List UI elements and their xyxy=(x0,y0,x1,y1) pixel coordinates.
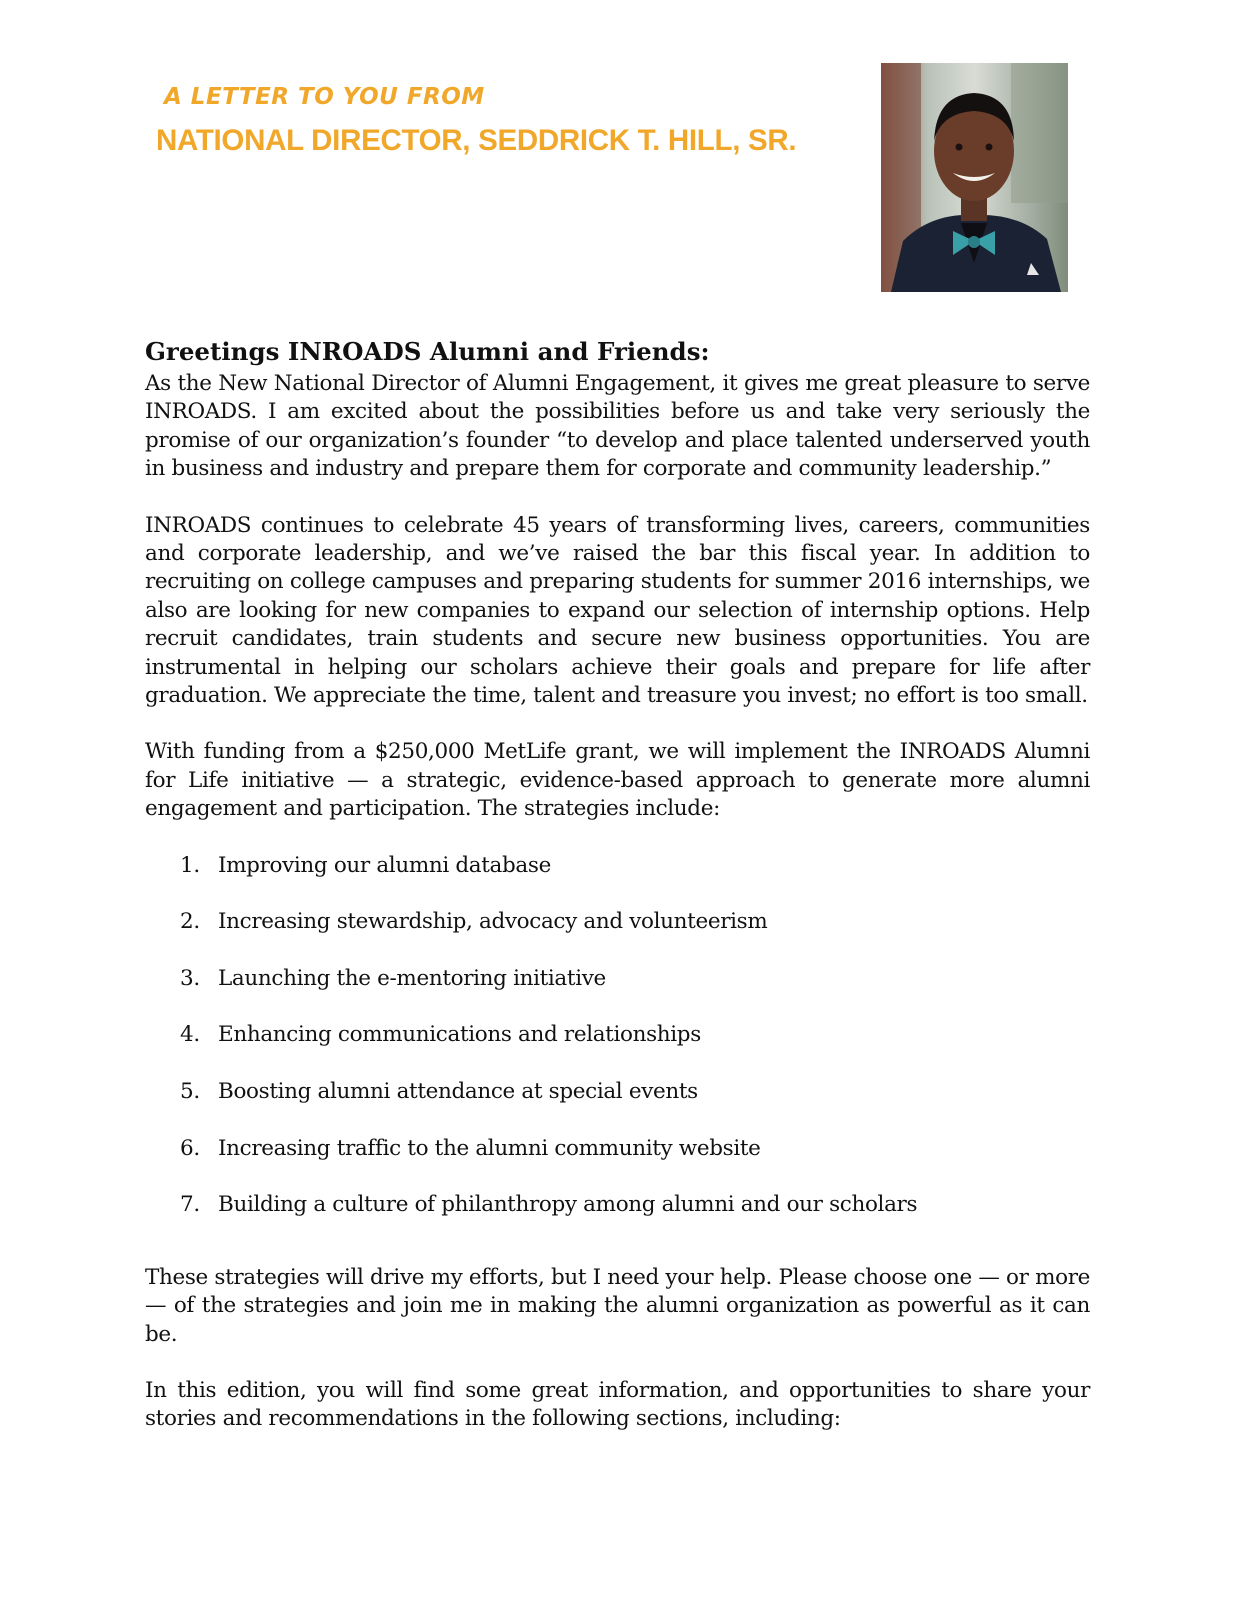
list-item-number: 5. xyxy=(180,1079,200,1105)
director-portrait xyxy=(881,63,1068,292)
list-item xyxy=(145,1078,1090,1135)
list-item-number: 6. xyxy=(180,1135,200,1161)
list-item xyxy=(145,1021,1090,1078)
paragraph-edition-intro: In this edition, you will find some great information, and opportunities to share your stories and recommendations in the following sections, including: xyxy=(145,1378,1090,1432)
list-item xyxy=(145,852,1090,909)
list-item-text: Improving our alumni database xyxy=(218,852,551,878)
list-item xyxy=(145,1191,1090,1248)
list-item-number: 4. xyxy=(180,1022,200,1048)
list-item xyxy=(145,908,1090,965)
paragraph-grant: With funding from a $250,000 MetLife grant, we will implement the INROADS Alumni for Life initiative — a strategic, evidence-based approach to generate more alumni engagement and participation. The strategies include: xyxy=(145,739,1090,822)
letter-greeting: Greetings INROADS Alumni and Friends: xyxy=(145,337,710,366)
list-item-text: Boosting alumni attendance at special events xyxy=(218,1079,698,1105)
paragraph-call-to-action: These strategies will drive my efforts, but I need your help. Please choose one — or more — of the strategies and join me in making the alumni organization as powerful as it can be. xyxy=(145,1264,1090,1347)
list-item xyxy=(145,1135,1090,1192)
list-item-number: 7. xyxy=(180,1192,200,1218)
list-item-text: Building a culture of philanthropy among alumni and our scholars xyxy=(218,1192,918,1218)
paragraph-celebration: INROADS continues to celebrate 45 years of transforming lives, careers, communities and corporate leadership, and we’ve raised the bar this fiscal year. In addition to recruiting on college campuses and preparing students for summer 2016 internships, we also are looking for new companies to expand our selection of internship options. Help recruit candidates, train students and secure new business opportunities. You are instrumental in helping our scholars achieve their goals and prepare for life after graduation. We appreciate the time, talent and treasure you invest; no effort is too small. xyxy=(145,512,1090,709)
list-item-number: 3. xyxy=(180,965,200,991)
list-item-text: Increasing stewardship, advocacy and volunteerism xyxy=(218,909,768,935)
header-title: NATIONAL DIRECTOR, SEDDRICK T. HILL, SR. xyxy=(156,124,797,157)
strategy-list xyxy=(145,852,1090,1248)
list-item xyxy=(145,965,1090,1022)
header-kicker: A LETTER TO YOU FROM xyxy=(164,84,485,110)
list-item-number: 2. xyxy=(180,909,200,935)
list-item-text: Increasing traffic to the alumni community website xyxy=(218,1135,761,1161)
letter-body xyxy=(145,337,1090,1462)
list-item-text: Enhancing communications and relationships xyxy=(218,1022,701,1048)
list-item-text: Launching the e-mentoring initiative xyxy=(218,965,606,991)
list-item-number: 1. xyxy=(180,852,200,878)
paragraph-intro: As the New National Director of Alumni Engagement, it gives me great pleasure to serve INROADS. I am excited about the possibilities before us and take very seriously the promise of our organization’s founder “to develop and place talented underserved youth in business and industry and prepare them for corporate and community leadership.” xyxy=(145,371,1090,482)
